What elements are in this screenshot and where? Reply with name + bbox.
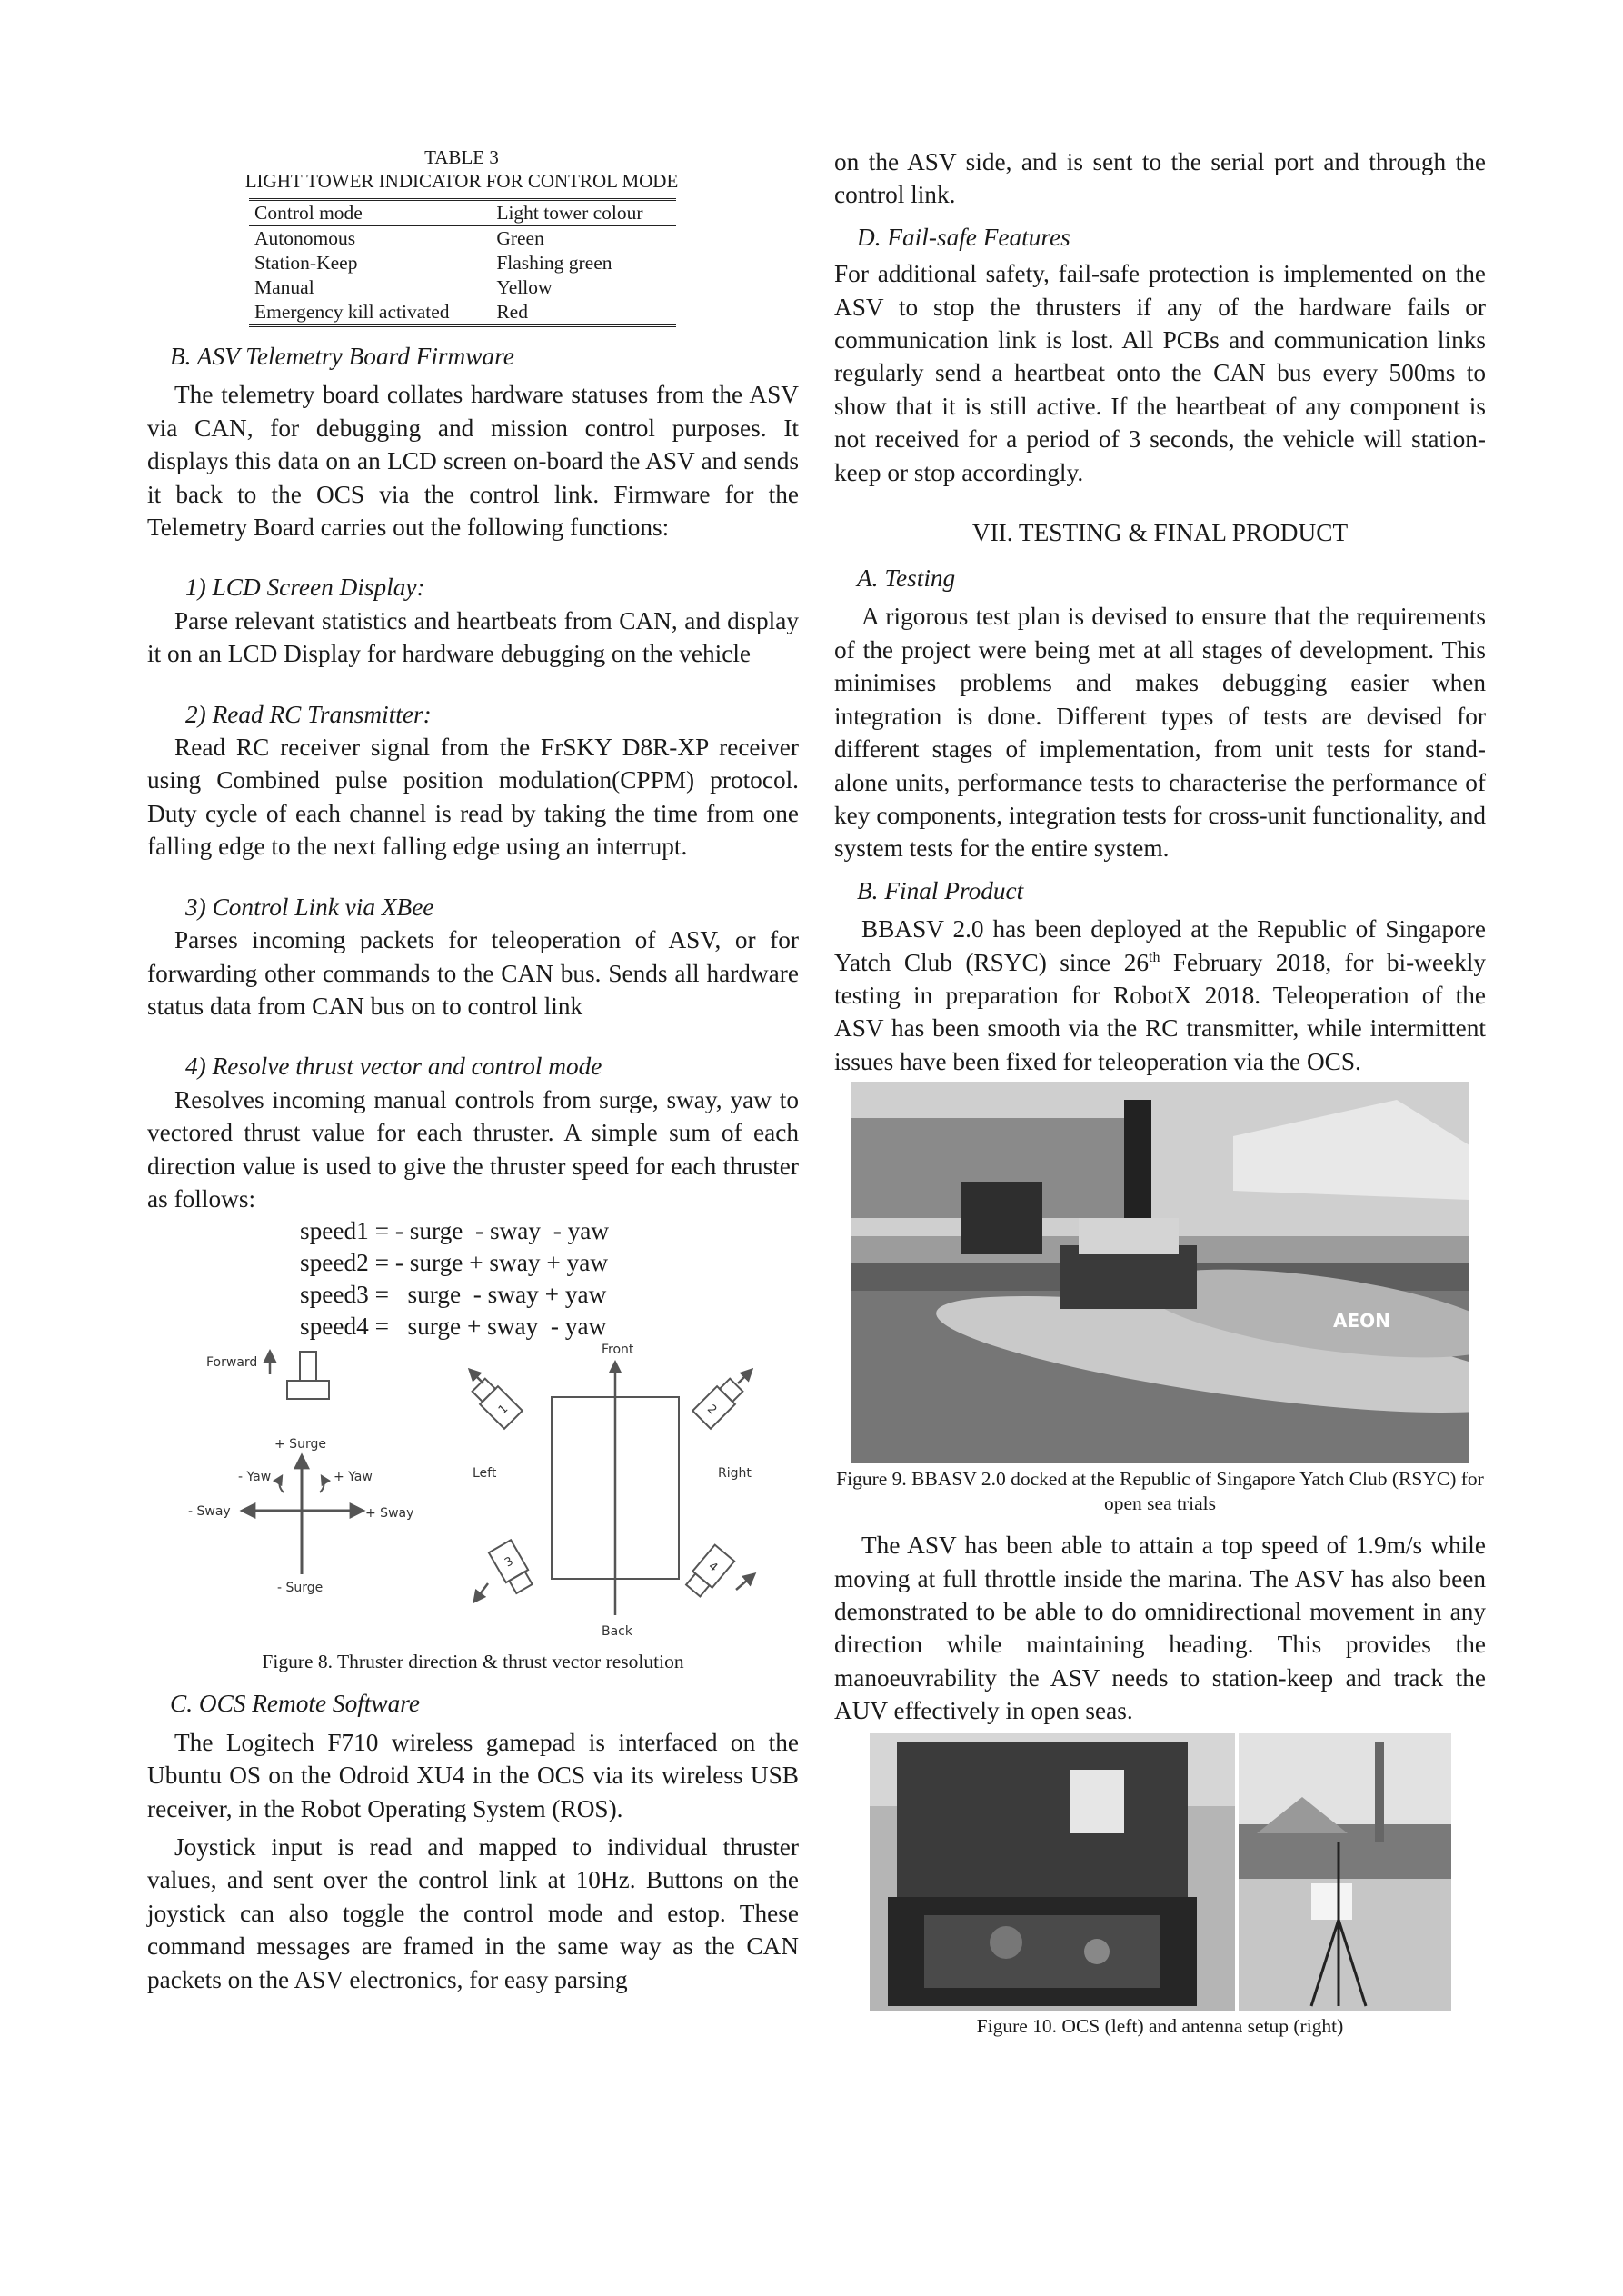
thruster-4-arrow [736, 1574, 754, 1590]
table-row [249, 251, 676, 275]
paragraph: A rigorous test plan is devised to ensure that the requirements of the project were being met at all stages of development. This minimises problems and makes debugging easier when integration is done. Different types of tests are devised for different stages of implementation, from unit tests for stand-alone units, performance tests to characterise the performance of key components, integration tests for cross-unit functionality, and system tests for the entire system. [834, 603, 1486, 863]
thruster-base-icon [287, 1381, 329, 1399]
table-cell: Station-Keep [254, 252, 358, 274]
figure-9-photo [851, 1082, 1469, 1463]
thruster-3-arrow [474, 1583, 488, 1602]
ocs-photo [870, 1733, 1235, 2011]
equation: speed4 = surge + sway - yaw [300, 1313, 607, 1341]
subsection-heading: 3) Control Link via XBee [185, 893, 434, 921]
figure-10-caption: Figure 10. OCS (left) and antenna setup (right) [976, 2014, 1344, 2037]
table-header: Light tower colour [496, 202, 643, 224]
paragraph: The telemetry board collates hardware statuses from the ASV via CAN, for debugging and mission control purposes. It displays this data on an LCD screen on-board the ASV and sends it back to the OCS via the control link. Firmware for the Telemetry Board carries out the following functions: [147, 381, 799, 542]
boat-logo-text: AEON [1332, 1310, 1390, 1333]
surge-positive-label: + Surge [274, 1437, 326, 1452]
paragraph: Parses incoming packets for teleoperation of ASV, or for forwarding other commands to the CAN bus. Sends all hardware status data from CAN bus on to control link [147, 926, 799, 1020]
front-label: Front [602, 1343, 634, 1358]
table-cell: Manual [254, 276, 314, 298]
yaw-positive-label: + Yaw [334, 1470, 373, 1485]
figure-8-caption: Figure 8. Thruster direction & thrust vector resolution [262, 1651, 684, 1673]
subsection-heading: 2) Read RC Transmitter: [185, 700, 432, 728]
paragraph: Joystick input is read and mapped to individual thruster values, and sent over the control link at 10Hz. Buttons on the joystick can also toggle the control mode and estop. These command messages are framed in the same way as the CAN packets on the ASV electronics, for easy parsing [147, 1832, 799, 1993]
sway-positive-label: + Sway [365, 1506, 414, 1522]
subsection-heading: 1) LCD Screen Display: [185, 574, 425, 602]
table-cell: Yellow [496, 276, 553, 298]
paragraph: The Logitech F710 wireless gamepad is interfaced on the Ubuntu OS on the Odroid XU4 in the OCS via its wireless USB receiver, in the Robot Operating System (ROS). [147, 1728, 799, 1822]
equation: speed1 = - surge - sway - yaw [300, 1217, 610, 1245]
paragraph: on the ASV side, and is sent to the serial port and through the control link. [834, 148, 1486, 209]
equation: speed2 = - surge + sway + yaw [300, 1249, 609, 1277]
right-label: Right [718, 1466, 752, 1482]
thruster-3 [489, 1541, 535, 1596]
thruster-diagram [147, 1343, 799, 1642]
thruster-1 [470, 1376, 523, 1429]
section-heading: C. OCS Remote Software [170, 1690, 420, 1718]
thruster-4 [683, 1545, 734, 1599]
paragraph: Parse relevant statistics and heartbeats from CAN, and display it on an LCD Display for hardware debugging on the vehicle [147, 606, 799, 668]
paragraph: Read RC receiver signal from the FrSKY D8R-XP receiver using Combined pulse position modulation(CPPM) protocol. Duty cycle of each channel is read by taking the time from one falling edge to the next falling edge using an interrupt. [147, 734, 799, 861]
table-row [249, 226, 676, 252]
yaw-negative-arrow [279, 1476, 284, 1492]
left-column [147, 145, 799, 1996]
section-7-heading: VII. TESTING & FINAL PRODUCT [971, 519, 1349, 547]
surge-negative-label: - Surge [277, 1581, 324, 1596]
table-header-row [249, 200, 676, 226]
forward-label: Forward [206, 1355, 258, 1371]
section-heading: B. ASV Telemetry Board Firmware [170, 343, 514, 370]
svg-text:2: 2 [703, 1403, 720, 1418]
paragraph: Resolves incoming manual controls from surge, sway, yaw to vectored thrust value for each thruster. A simple sum of each direction value is used to give the thruster speed for each thruster as follows: [147, 1085, 799, 1213]
left-label: Left [473, 1466, 497, 1482]
paragraph: The ASV has been able to attain a top speed of 1.9m/s while moving at full throttle inside the marina. The ASV has also been demonstrated to be able to do omnidirectional movement in any direction while maintaining heading. This provides the manoeuvrability the ASV needs to station-keep and track the AUV effectively in open seas. [834, 1532, 1486, 1725]
thruster-2-arrow [738, 1370, 752, 1383]
table-row [249, 300, 676, 326]
light-tower-table [249, 198, 676, 327]
table-title: LIGHT TOWER INDICATOR FOR CONTROL MODE [244, 170, 679, 192]
subsection-heading: 4) Resolve thrust vector and control mode [185, 1053, 602, 1081]
table-header: Control mode [254, 202, 363, 224]
svg-text:1: 1 [495, 1402, 512, 1418]
sway-negative-label: - Sway [188, 1504, 231, 1520]
table-label: TABLE 3 [424, 146, 499, 168]
yaw-negative-label: - Yaw [238, 1470, 272, 1485]
thruster-icon [300, 1352, 316, 1381]
paragraph: For additional safety, fail-safe protection is implemented on the ASV to stop the thrusters if any of the hardware fails or communication link is lost. All PCBs and communication links regularly send a heartbeat onto the CAN bus every 500ms to show that it is still active. If the heartbeat of any component is not received for a period of 3 seconds, the vehicle will station-keep or stop accordingly. [834, 260, 1486, 486]
yaw-positive-arrow [320, 1476, 324, 1492]
back-label: Back [602, 1624, 632, 1640]
right-column [834, 145, 1486, 2039]
table-cell: Flashing green [496, 252, 612, 274]
equation: speed3 = surge - sway + yaw [300, 1281, 607, 1309]
table-cell: Red [496, 301, 528, 323]
table-cell: Autonomous [254, 227, 356, 249]
thruster-2 [692, 1376, 745, 1429]
table-cell: Emergency kill activated [254, 301, 450, 323]
table-cell: Green [496, 227, 544, 249]
antenna-photo [1239, 1733, 1451, 2011]
section-heading: B. Final Product [857, 876, 1024, 904]
section-heading: D. Fail-safe Features [857, 223, 1070, 251]
figure-9-caption: Figure 9. BBASV 2.0 docked at the Republic of Singapore Yatch Club (RSYC) for open sea trials [836, 1468, 1484, 1515]
svg-text:4: 4 [705, 1560, 721, 1576]
paragraph: BBASV 2.0 has been deployed at the Republic of Singapore Yatch Club (RSYC) since 26th February 2018, for bi-weekly testing in preparation for RobotX 2018. Teleoperation of the ASV has been smooth via the RC transmitter, while intermittent issues have been fixed for teleoperation via the OCS. [834, 915, 1487, 1075]
figure-10-photos [870, 1733, 1451, 2011]
svg-text:3: 3 [503, 1554, 516, 1571]
table-row [249, 275, 676, 300]
section-heading: A. Testing [857, 564, 956, 593]
thruster-1-arrow [470, 1370, 483, 1383]
